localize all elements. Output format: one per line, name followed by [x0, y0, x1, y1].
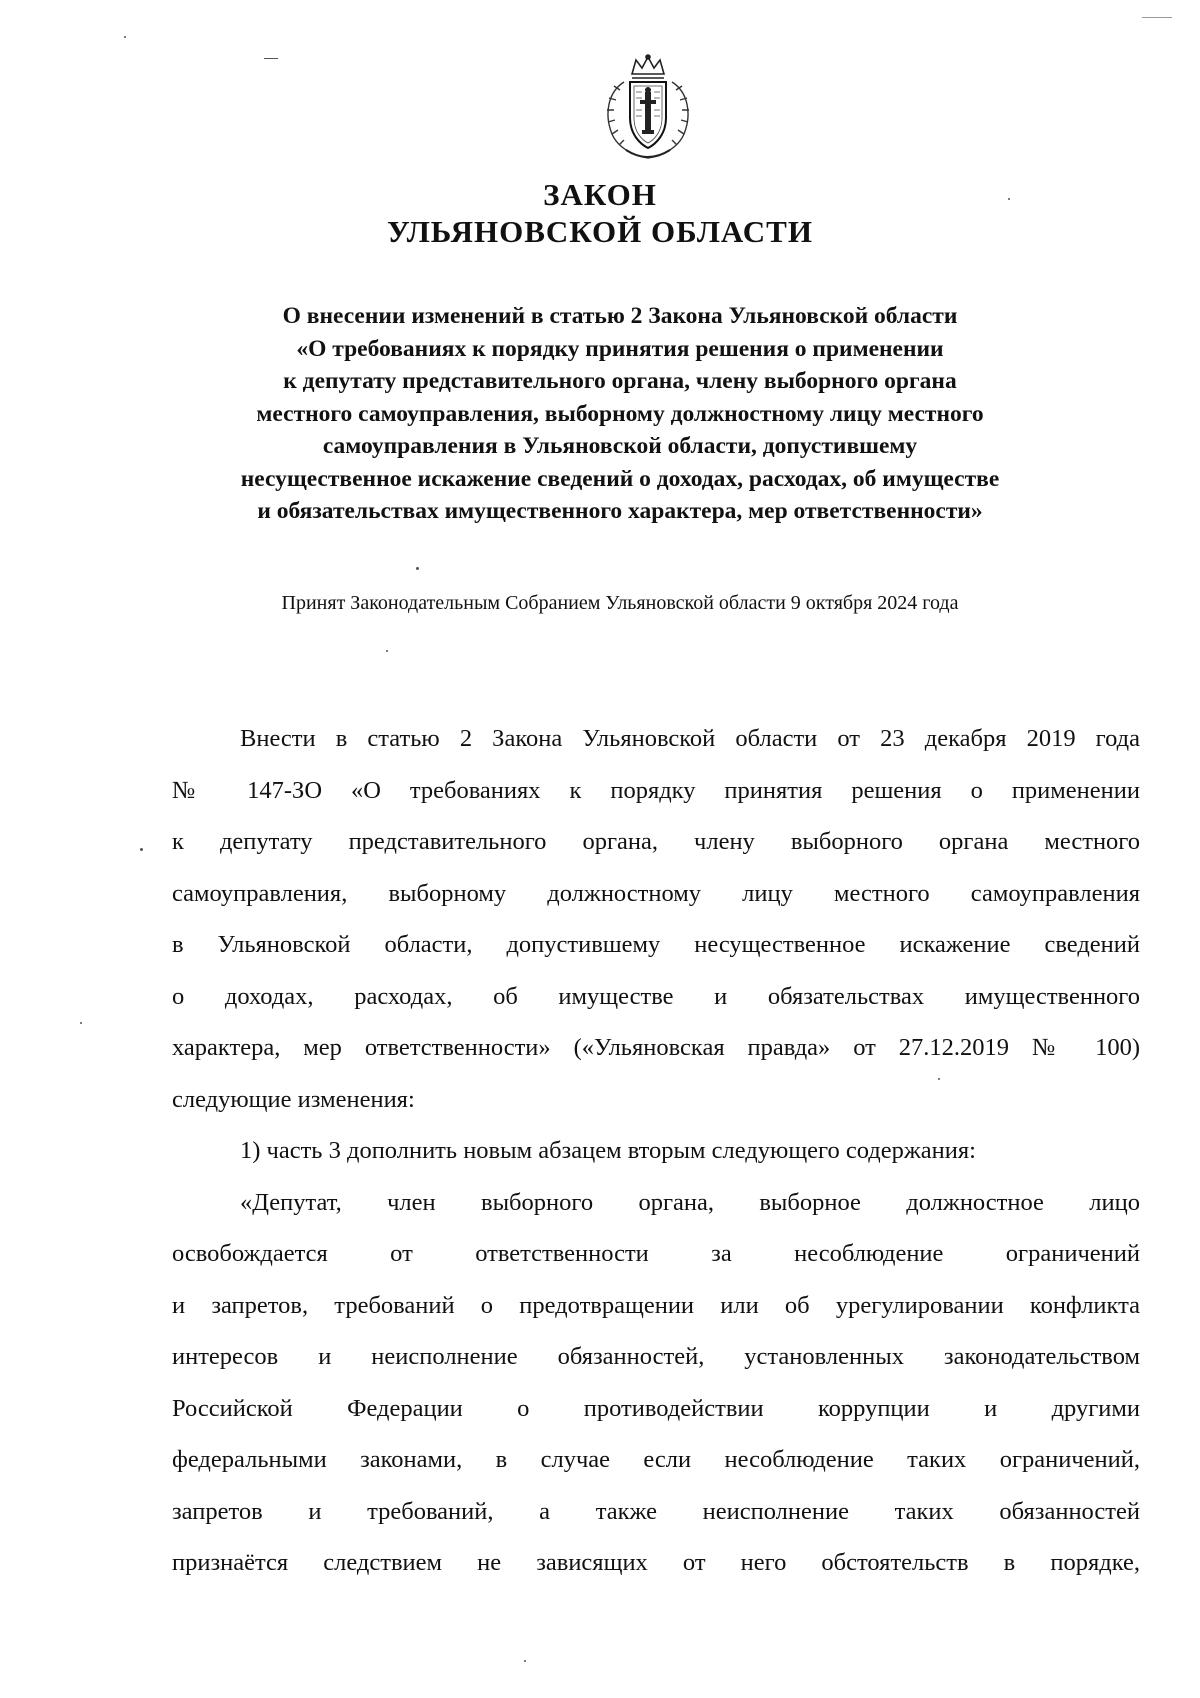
body-line: к депутату представительного органа, члену выборного органа местного [172, 828, 1140, 855]
adoption-note: Принят Законодательным Собранием Ульяновской области 9 октября 2024 года [281, 592, 959, 614]
body-line: самоуправления, выборному должностному лицу местного самоуправления [172, 879, 1140, 907]
subject-line: самоуправления в Ульяновской области, допустившему [322, 433, 918, 459]
body-line: № 147-ЗО «О требованиях к порядку принятия решения о применении [172, 776, 1140, 804]
scan-speck [80, 1022, 82, 1024]
scan-speck [124, 36, 126, 38]
subject-line: к депутату представительного органа, члену выборного органа [283, 368, 957, 394]
scan-speck [386, 650, 388, 652]
scan-speck [140, 848, 143, 851]
body-line: Российской Федерации о противодействии коррупции и другими [172, 1394, 1140, 1422]
body-line: федеральными законами, в случае если несоблюдение таких ограничений, [172, 1446, 1140, 1473]
body-line: освобождается от ответственности за несоблюдение ограничений [172, 1240, 1140, 1267]
subject-line: и обязательствах имущественного характера, мер ответственности» [257, 498, 983, 524]
body-line: интересов и неисполнение обязанностей, установленных законодательством [172, 1343, 1140, 1370]
scan-speck [1008, 198, 1010, 200]
body-line: в Ульяновской области, допустившему несущественное искажение сведений [172, 931, 1140, 958]
law-region-title: УЛЬЯНОВСКОЙ ОБЛАСТИ [387, 214, 813, 249]
body-line: запретов и требований, а также неисполнение таких обязанностей [172, 1497, 1140, 1525]
law-subject [180, 300, 1060, 528]
scan-speck [1142, 17, 1172, 18]
body-line: о доходах, расходах, об имуществе и обязательствах имущественного [172, 982, 1140, 1010]
subject-line: О внесении изменений в статью 2 Закона Ульяновской области [282, 303, 958, 329]
scan-speck [416, 567, 419, 570]
scan-speck [264, 58, 278, 59]
subject-line: несущественное искажение сведений о доходах, расходах, об имуществе [240, 465, 1000, 492]
subject-line: «О требованиях к порядку принятия решения о применении [296, 335, 944, 362]
body-line: «Депутат, член выборного органа, выборное должностное лицо [240, 1188, 1140, 1216]
body-line: следующие изменения: [172, 1085, 415, 1113]
scan-speck [938, 1078, 940, 1080]
body-line: 1) часть 3 дополнить новым абзацем вторым следующего содержания: [240, 1137, 976, 1164]
scan-speck [524, 1660, 526, 1662]
body-line: и запретов, требований о предотвращении или об урегулировании конфликта [172, 1291, 1140, 1319]
coat-of-arms-icon [594, 52, 702, 164]
law-title: ЗАКОН [543, 177, 657, 212]
law-body [172, 713, 1140, 1589]
subject-line: местного самоуправления, выборному должностному лицу местного [256, 400, 984, 427]
body-line: признаётся следствием не зависящих от него обстоятельств в порядке, [172, 1549, 1140, 1576]
body-line: характера, мер ответственности» («Ульяновская правда» от 27.12.2019 № 100) [172, 1034, 1140, 1061]
body-line: Внести в статью 2 Закона Ульяновской области от 23 декабря 2019 года [240, 725, 1140, 752]
